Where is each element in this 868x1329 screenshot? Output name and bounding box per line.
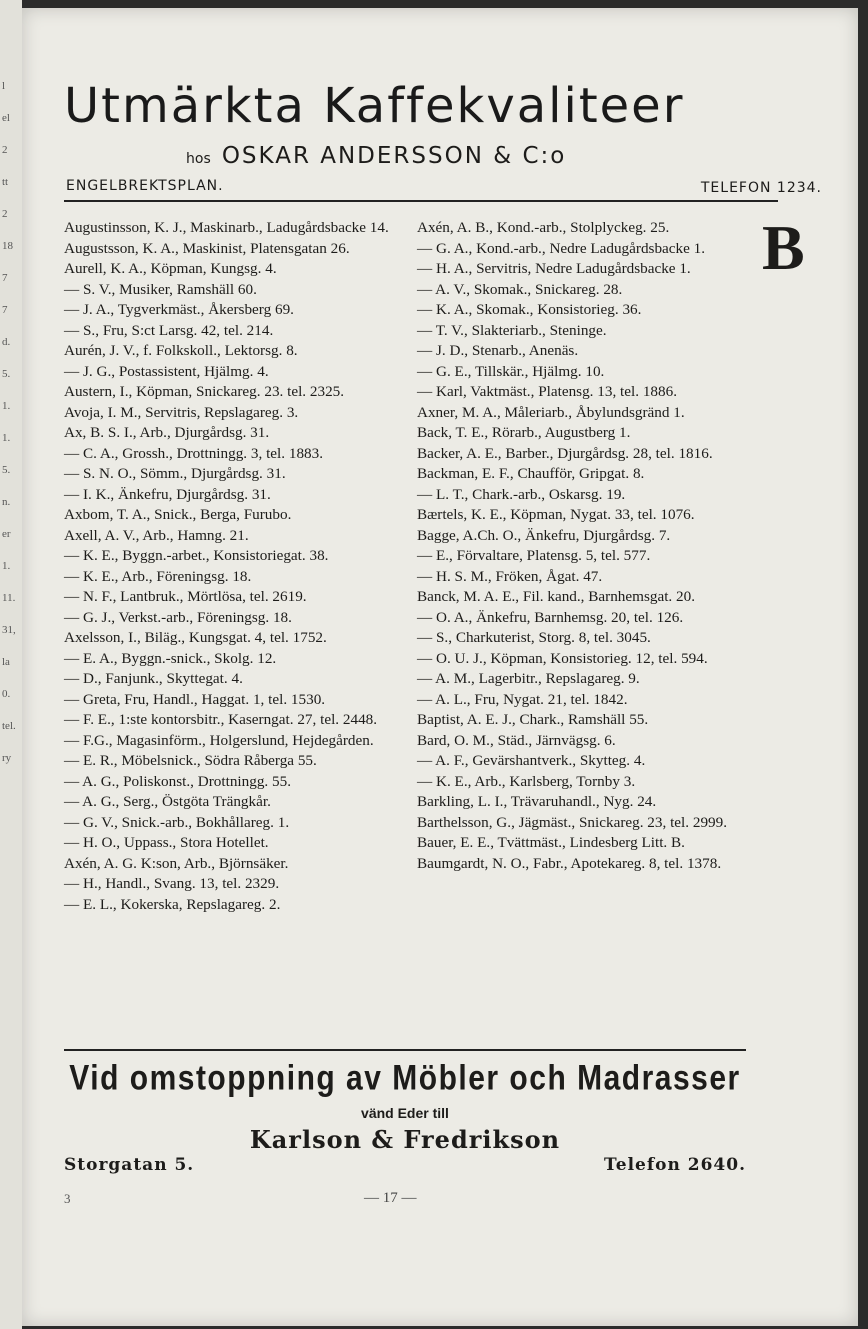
directory-entry: — G. A., Kond.-arb., Nedre Ladugårdsbacke 1. bbox=[417, 239, 706, 257]
margin-fragment: er bbox=[2, 528, 11, 540]
directory-entry: — D., Fanjunk., Skyttegat. 4. bbox=[64, 670, 243, 687]
signature-mark: 3 bbox=[64, 1191, 71, 1206]
margin-fragment: tel. bbox=[2, 720, 16, 732]
directory-entry: — I. K., Änkefru, Djurgårdsg. 31. bbox=[64, 485, 271, 503]
directory-entry: Barthelsson, G., Jägmäst., Snickareg. 23, tel. 2999. bbox=[417, 813, 728, 831]
directory-entry: — G. J., Verkst.-arb., Föreningsg. 18. bbox=[64, 608, 292, 626]
ad-hos: hos bbox=[186, 151, 211, 167]
directory-entry: Axén, A. G. K:son, Arb., Björnsäker. bbox=[64, 854, 289, 872]
directory-entry: — H. O., Uppass., Stora Hotellet. bbox=[64, 834, 269, 851]
directory-entry: — A. F., Gevärshantverk., Skytteg. 4. bbox=[417, 752, 646, 769]
page-number: — 17 — bbox=[364, 1190, 417, 1206]
directory-entry: — F.G., Magasinförm., Holgerslund, Hejdegården. bbox=[64, 731, 374, 749]
directory-entry: Backer, A. E., Barber., Djurgårdsg. 28, tel. 1816. bbox=[417, 444, 713, 462]
advert-title: Vid omstoppning av Möbler och Madrasser bbox=[69, 1058, 741, 1098]
directory-entry: Axelsson, I., Biläg., Kungsgat. 4, tel. 1752. bbox=[64, 629, 327, 646]
directory-entry: Austern, I., Köpman, Snickareg. 23. tel. 2325. bbox=[64, 383, 345, 400]
advert-subtitle: vänd Eder till bbox=[361, 1105, 449, 1121]
directory-entry: Backman, E. F., Chaufför, Gripgat. 8. bbox=[417, 465, 645, 482]
directory-entry: — J. G., Postassistent, Hjälmg. 4. bbox=[64, 362, 269, 380]
margin-fragment: 5. bbox=[2, 368, 11, 380]
directory-entry: — O. A., Änkefru, Barnhemsg. 20, tel. 126. bbox=[417, 608, 684, 626]
directory-entry: Bagge, A.Ch. O., Änkefru, Djurgårdsg. 7. bbox=[417, 526, 671, 544]
directory-entry: — F. E., 1:ste kontorsbitr., Kaserngat. 27, tel. 2448. bbox=[64, 711, 378, 728]
directory-entry: — E. A., Byggn.-snick., Skolg. 12. bbox=[64, 649, 277, 667]
directory-entry: — A. M., Lagerbitr., Repslagareg. 9. bbox=[417, 670, 640, 687]
margin-fragment: 2 bbox=[2, 208, 8, 220]
section-letter: B bbox=[762, 212, 805, 283]
directory-entry: — O. U. J., Köpman, Konsistorieg. 12, tel. 594. bbox=[417, 649, 708, 667]
margin-fragment: 5. bbox=[2, 464, 11, 476]
directory-entry: — S. N. O., Sömm., Djurgårdsg. 31. bbox=[64, 465, 286, 482]
directory-entry: — Karl, Vaktmäst., Platensg. 13, tel. 1886. bbox=[417, 383, 677, 400]
margin-fragment: tt bbox=[2, 176, 9, 188]
previous-page-edge bbox=[0, 0, 22, 1329]
directory-entry: — A. G., Serg., Östgöta Trängkår. bbox=[64, 793, 271, 810]
bottom-divider bbox=[64, 1049, 746, 1051]
directory-entry: Banck, M. A. E., Fil. kand., Barnhemsgat. 20. bbox=[417, 588, 695, 605]
directory-entry: Avoja, I. M., Servitris, Repslagareg. 3. bbox=[64, 403, 299, 421]
directory-entry: Baptist, A. E. J., Chark., Ramshäll 55. bbox=[417, 711, 649, 728]
directory-entry: — K. E., Arb., Föreningsg. 18. bbox=[64, 567, 252, 585]
margin-fragment: 18 bbox=[2, 240, 13, 252]
directory-entry: — C. A., Grossh., Drottningg. 3, tel. 1883. bbox=[64, 444, 324, 462]
directory-entry: Axner, M. A., Måleriarb., Åbylundsgränd 1. bbox=[417, 403, 685, 421]
directory-entry: Bærtels, K. E., Köpman, Nygat. 33, tel. 1076. bbox=[417, 506, 695, 523]
directory-entry: Aurell, K. A., Köpman, Kungsg. 4. bbox=[64, 260, 277, 277]
directory-entry: — S. V., Musiker, Ramshäll 60. bbox=[64, 280, 257, 298]
margin-fragment: 1. bbox=[2, 400, 11, 412]
ad-firm-name: OSKAR ANDERSSON & C:o bbox=[221, 143, 567, 169]
directory-entry: — A. L., Fru, Nygat. 21, tel. 1842. bbox=[417, 690, 628, 708]
directory-entry: — K. A., Skomak., Konsistorieg. 36. bbox=[417, 301, 642, 318]
directory-entry: — K. E., Arb., Karlsberg, Tornby 3. bbox=[417, 772, 636, 790]
directory-entry: — H. A., Servitris, Nedre Ladugårdsbacke 1. bbox=[417, 260, 691, 277]
directory-entry: — A. V., Skomak., Snickareg. 28. bbox=[417, 280, 623, 298]
directory-entry: Bard, O. M., Städ., Järnvägsg. 6. bbox=[417, 731, 616, 749]
left-column bbox=[64, 218, 409, 915]
directory-entry: — G. E., Tillskär., Hjälmg. 10. bbox=[417, 362, 605, 380]
directory-entry: Augustsson, K. A., Maskinist, Platensgatan 26. bbox=[64, 239, 350, 257]
margin-fragment: 2 bbox=[2, 144, 8, 156]
ad-firm-line bbox=[186, 145, 566, 168]
directory-entry: — L. T., Chark.-arb., Oskarsg. 19. bbox=[417, 485, 626, 503]
margin-fragment: n. bbox=[2, 496, 11, 508]
margin-fragment: ry bbox=[2, 752, 12, 764]
margin-fragment: la bbox=[2, 656, 10, 668]
ad-address: ENGELBREKTSPLAN. bbox=[66, 178, 224, 194]
margin-fragment: l bbox=[2, 80, 6, 92]
margin-fragment: 11. bbox=[2, 592, 16, 604]
directory-entry: — E. R., Möbelsnick., Södra Råberga 55. bbox=[64, 752, 317, 769]
directory-entry: — Greta, Fru, Handl., Haggat. 1, tel. 1530. bbox=[64, 690, 326, 708]
directory-entry: Axbom, T. A., Snick., Berga, Furubo. bbox=[64, 506, 292, 523]
directory-entry: Axell, A. V., Arb., Hamng. 21. bbox=[64, 526, 249, 544]
directory-entry: Barkling, L. I., Trävaruhandl., Nyg. 24. bbox=[417, 793, 657, 810]
directory-entry: — E. L., Kokerska, Repslagareg. 2. bbox=[64, 895, 281, 913]
directory-entry: — S., Fru, S:ct Larsg. 42, tel. 214. bbox=[64, 321, 274, 339]
directory-entry: — H., Handl., Svang. 13, tel. 2329. bbox=[64, 875, 280, 892]
directory-entry: Ax, B. S. I., Arb., Djurgårdsg. 31. bbox=[64, 424, 270, 441]
advert-phone: Telefon 2640. bbox=[604, 1155, 746, 1175]
ad-title: Utmärkta Kaffekvaliteer bbox=[64, 78, 685, 134]
advert-firm: Karlson & Fredrikson bbox=[249, 1125, 561, 1154]
margin-fragment: 0. bbox=[2, 688, 11, 700]
directory-entry: Augustinsson, K. J., Maskinarb., Ladugårdsbacke 14. bbox=[64, 219, 389, 236]
top-divider bbox=[64, 200, 778, 202]
directory-entry: Axén, A. B., Kond.-arb., Stolplyckeg. 25. bbox=[417, 219, 670, 236]
directory-entry: — G. V., Snick.-arb., Bokhållareg. 1. bbox=[64, 813, 290, 831]
margin-fragment: d. bbox=[2, 336, 11, 348]
directory-entry: — H. S. M., Fröken, Ågat. 47. bbox=[417, 567, 603, 585]
directory-entry: — J. A., Tygverkmäst., Åkersberg 69. bbox=[64, 301, 294, 318]
directory-entry: — T. V., Slakteriarb., Steninge. bbox=[417, 321, 607, 339]
directory-entry: Baumgardt, N. O., Fabr., Apotekareg. 8, tel. 1378. bbox=[417, 854, 722, 872]
ad-phone: TELEFON 1234. bbox=[700, 180, 822, 196]
directory-entry: Bauer, E. E., Tvättmäst., Lindesberg Litt. B. bbox=[417, 834, 685, 851]
margin-fragment: el bbox=[2, 112, 10, 124]
advert-street: Storgatan 5. bbox=[64, 1155, 195, 1175]
directory-entry: — E., Förvaltare, Platensg. 5, tel. 577. bbox=[417, 547, 651, 564]
directory-entry: Back, T. E., Rörarb., Augustberg 1. bbox=[417, 424, 631, 441]
directory-entry: — A. G., Poliskonst., Drottningg. 55. bbox=[64, 772, 291, 790]
right-column bbox=[417, 218, 762, 874]
directory-entry: Aurén, J. V., f. Folkskoll., Lektorsg. 8. bbox=[64, 342, 298, 359]
directory-entry: — K. E., Byggn.-arbet., Konsistoriegat. 38. bbox=[64, 547, 329, 564]
directory-entry: — S., Charkuterist, Storg. 8, tel. 3045. bbox=[417, 629, 651, 646]
margin-fragment: 31, bbox=[2, 624, 16, 636]
margin-fragment: 7 bbox=[2, 272, 8, 284]
directory-entry: — N. F., Lantbruk., Mörtlösa, tel. 2619. bbox=[64, 588, 307, 605]
margin-fragment: 7 bbox=[2, 304, 8, 316]
directory-entry: — J. D., Stenarb., Anenäs. bbox=[417, 342, 579, 359]
margin-fragment: 1. bbox=[2, 432, 11, 444]
margin-fragment: 1. bbox=[2, 560, 11, 572]
